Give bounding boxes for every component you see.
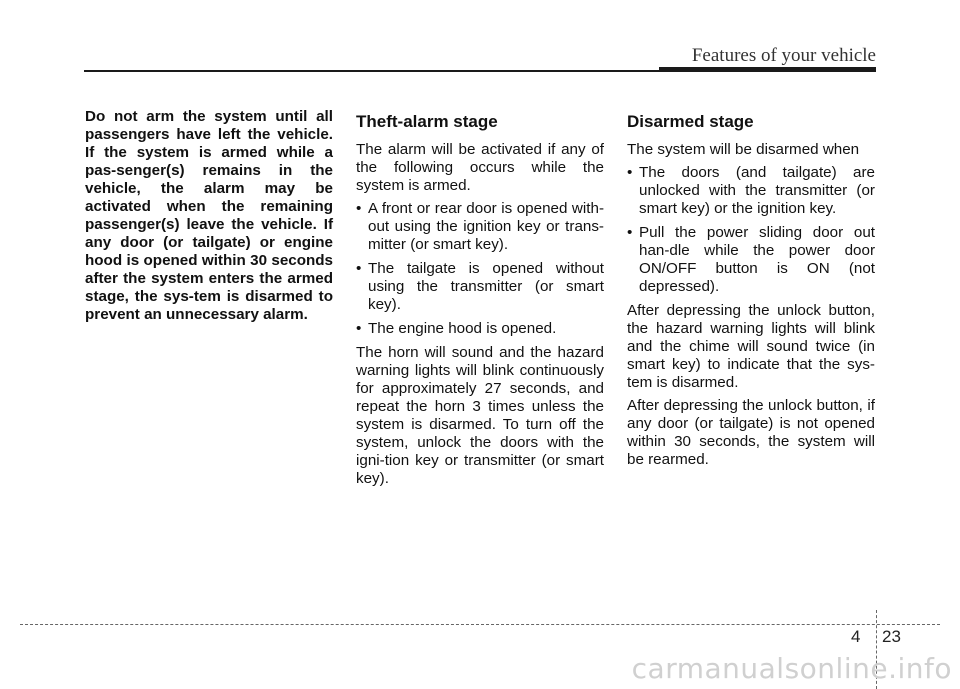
list-item bbox=[356, 200, 604, 254]
warning-text: Do not arm the system until all passengers have left the vehicle. If the system is armed while a pas-senger(s) remains in the vehicle, the alarm may be activated when the remaining passenger(s) leave the vehicle. If any door (or tailgate) or engine hood is opened within 30 seconds after the system enters the armed stage, the sys-tem is disarmed to prevent an unnecessary alarm. bbox=[85, 108, 333, 323]
bullet-icon: • bbox=[627, 224, 633, 241]
theft-alarm-body: The horn will sound and the hazard warning lights will blink continuously for approximately 27 seconds, and repeat the horn 3 times unless the system is disarmed. To turn off the system, unlock the doors with the igni-tion key or transmitter (or smart key). bbox=[356, 344, 604, 487]
bullet-icon: • bbox=[356, 200, 362, 217]
page-number: 23 bbox=[882, 627, 901, 646]
column-warning bbox=[85, 108, 333, 324]
watermark: carmanualsonline.info bbox=[631, 652, 952, 685]
theft-alarm-intro: The alarm will be activated if any of the following occurs while the system is armed. bbox=[356, 141, 604, 194]
list-item bbox=[356, 320, 604, 338]
list-item bbox=[627, 224, 875, 296]
chapter-number: 4 bbox=[851, 627, 861, 646]
list-item-text: The engine hood is opened. bbox=[368, 320, 557, 337]
column-disarmed-stage bbox=[627, 108, 875, 474]
list-item-text: Pull the power sliding door out han-dle while the power door ON/OFF button is ON (not depressed). bbox=[639, 224, 875, 295]
section-heading-theft-alarm-stage: Theft-alarm stage bbox=[356, 112, 498, 131]
footer-rule bbox=[20, 624, 940, 625]
header-rule-accent bbox=[659, 67, 876, 72]
disarm-condition-list bbox=[627, 164, 875, 296]
disarmed-para-2: After depressing the unlock button, if any door (or tailgate) is not opened within 30 seconds, the system will be rearmed. bbox=[627, 397, 875, 468]
list-item bbox=[627, 164, 875, 218]
list-item-text: The doors (and tailgate) are unlocked with the transmitter (or smart key) or the ignition key. bbox=[639, 164, 875, 217]
bullet-icon: • bbox=[356, 260, 362, 277]
list-item-text: A front or rear door is opened with-out using the ignition key or trans-mitter (or smart key). bbox=[368, 200, 604, 253]
list-item-text: The tailgate is opened without using the transmitter (or smart key). bbox=[368, 260, 604, 313]
disarmed-para-1: After depressing the unlock button, the hazard warning lights will blink and the chime will sound twice (in smart key) to indicate that the sys-tem is disarmed. bbox=[627, 302, 875, 391]
running-header-title: Features of your vehicle bbox=[691, 45, 876, 66]
section-heading-disarmed-stage: Disarmed stage bbox=[627, 112, 754, 131]
bullet-icon: • bbox=[627, 164, 633, 181]
list-item bbox=[356, 260, 604, 314]
disarmed-intro: The system will be disarmed when bbox=[627, 141, 860, 158]
theft-alarm-trigger-list bbox=[356, 200, 604, 338]
column-theft-alarm-stage bbox=[356, 108, 604, 493]
bullet-icon: • bbox=[356, 320, 362, 337]
